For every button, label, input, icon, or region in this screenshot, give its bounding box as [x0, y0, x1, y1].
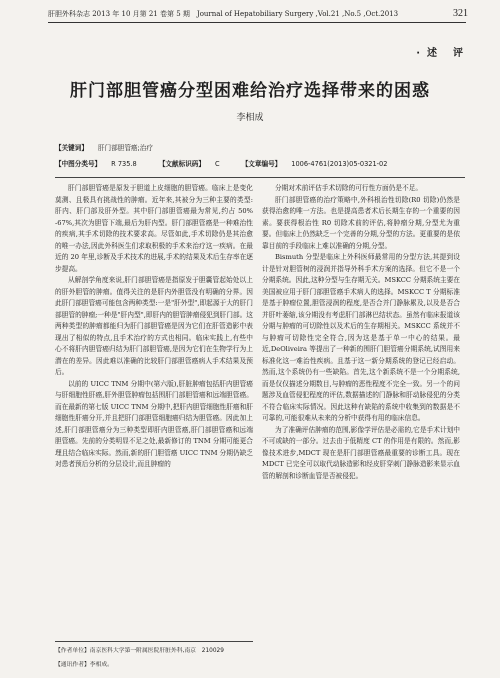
keywords-line	[55, 142, 153, 152]
paragraph: 肝门部胆管癌的治疗策略中,外科根治性切除(R0 切除)仍然是获得治愈的唯一方法。也是提高患者术后长期生存的一个重要的因素。要获得根治性 R0 切除术前的评估,将肿瘤分期,分型尤为重要。但临床上仍然缺乏一个完善的分期,分型的方法。更重要的是依靠目前的手段临床上难以准确的分期,分型。	[262, 195, 460, 250]
article-number-value: 1006-4761(2013)05-0321-02	[291, 160, 388, 168]
section-label	[416, 44, 466, 59]
article-number-label: 【文章编号】	[241, 160, 282, 168]
article-title: 肝门部胆管癌分型困难给治疗选择带来的困惑	[70, 81, 430, 101]
section-label-text: 述 评	[427, 48, 466, 59]
meta-divider	[55, 177, 465, 178]
classification-line	[55, 158, 387, 168]
keywords-label: 【关键词】	[55, 144, 88, 152]
body-column-left	[55, 183, 253, 471]
article-author: 李相成	[236, 113, 264, 123]
paragraph: 分期对术前评估手术切除的可行性方面仍是不足。	[275, 184, 423, 192]
paragraph: 以前的 UICC TNM 分期中(第六版),肝脏肿瘤包括肝内胆管癌与肝细胞性肝癌,肝外胆管肿瘤包括围肝门部胆管癌和远端胆管癌。而在最新的第七版 UICC TNM 分期中,把肝内胆管细胞性肝癌和肝细胞性肝癌分开,并且把肝门部胆管细胞癌归结为胆管癌。因此加上述,肝门部胆管癌分为三种类型即肝内胆管癌,肝门部胆管癌和远端胆管癌。先前的分类明显不足之处,最新修订的 TNM 分期可能更合理且结合临床实际。然而,新的肝门胆管癌 UICC TNM 分期仍缺乏对患者预后分析的分层设计,而且肿瘤的	[55, 379, 253, 469]
paragraph: 为了准确评估肿瘤的范围,影像学评估是必需的,它是手术计划中不可或缺的一部分。过去由于低精度 CT 的作用是有限的。然而,影像技术进步,MDCT 现在是肝门部胆管癌最重要的诊断工具。现在 MDCT 已完全可以取代动脉造影和经皮肝穿刺门静脉造影来显示血管的解剖和诊断血管是否被侵犯。	[262, 425, 460, 480]
footnote-divider	[55, 641, 253, 642]
clc-label: 【中图分类号】	[55, 160, 102, 168]
running-head	[48, 8, 468, 19]
doc-code-label: 【文献标识码】	[158, 160, 205, 168]
paragraph: 从解剖学角度来说,肝门部胆管癌是指原发于胆囊管起始处以上的肝外胆管的肿瘤。值得关注的是肝内外胆管没有明确的分界。因此肝门部胆管癌可能包含两种类型:一是"肝外型",即起源于大的肝门部胆管的肿瘤;一种是"肝内型",即肝内的胆管肿瘤侵犯到肝门部。这两种类型的肿瘤都能归为肝门部胆管癌是因为它们在肝管造影中表现出了相似的特点,且手术治疗的方式也相同。临床实践上,有些中心不将肝内胆管癌归结为肝门部胆管癌,是因为它们在生物学行为上潜在的差异。因此难以准确的比较肝门部胆管癌病人手术结果及预后。	[55, 276, 253, 377]
footnote-affiliation: 【作者单位】南京医科大学第一附属医院肝脏外科,南京 210029	[55, 648, 224, 654]
doc-code-value: C	[214, 160, 220, 168]
page-number: 321	[453, 8, 468, 19]
clc-value: R 735.8	[111, 160, 137, 168]
header-divider	[48, 22, 466, 23]
section-dot: ·	[416, 48, 423, 59]
keywords-value: 肝门部胆管癌;治疗	[97, 144, 153, 152]
paragraph: 肝门部胆管癌是原发于胆道上皮细胞的胆管癌。临床上是变化莫测、且极具有挑战性的肿瘤。近年来,其被分为三种主要的类型:肝内、肝门部及肝外型。其中肝门部胆管癌最为常见,约占 50% -67%,其次为胆管下端,最后为肝内型。肝门部胆管癌是一种难治性的疾病,其手术切除的技术要求高。尽管如此,手术切除仍是其治愈的唯一办法,因此外科医生们求取积极的手术来治疗这一疾病。在最近的 20 年里,诊断及手术技术的进展,手术的结果及术后生存率在逐步提高。	[55, 184, 253, 273]
paragraph: Bismuth 分型是临床上外科医师最常用的分型方法,其提到设计是针对胆管树的浸润并指导外科手术方案的选择。但它不是一个分期系统。因此,这种分型与生存期无关。MSKCC 分期系统主要在美国被应用于肝门部胆管癌手术病人的选择。MSKCC T 分期标准是基于肿瘤位置,胆管浸润的程度,是否合并门静脉累及,以及是否合并肝叶萎缩,该分期没有考虑肝门部淋巴结状态。虽然有临床报道该分期与肿瘤的可切除性以及术后的生存期相关。MSKCC 系统并不与肿瘤可切除性完全符合,因为这是基于单一中心的结果。最近,DeOliveira 等提出了一种新的围肝门胆管癌分期系统,试图用来标准化这一难治性疾病。且基于这一新分期系统的登记已经启动。然而,这个系统仍有一些缺陷。首先,这个新系统不是一个分期系统,而是仅仅描述分期数目,与肿瘤的恶性程度不完全一致。另一个的问题涉及血管侵犯程度的评估,数据描述的门静脉和肝动脉侵犯的分类不符合临床实际情况。因此这种有缺陷的系统中收集到的数据是不可靠的,可能很难从未来的分析中获得有用的临床信息。	[262, 253, 460, 423]
running-head-text: 肝胆外科杂志 2013 年 10 月第 21 卷第 5 期 Journal of Hepatobiliary Surgery ,Vol.21 ,No.5 ,Oct.2013	[48, 10, 399, 18]
body-column-right	[262, 183, 460, 482]
footnote-correspondence: 【通讯作者】李相成。	[55, 662, 113, 668]
